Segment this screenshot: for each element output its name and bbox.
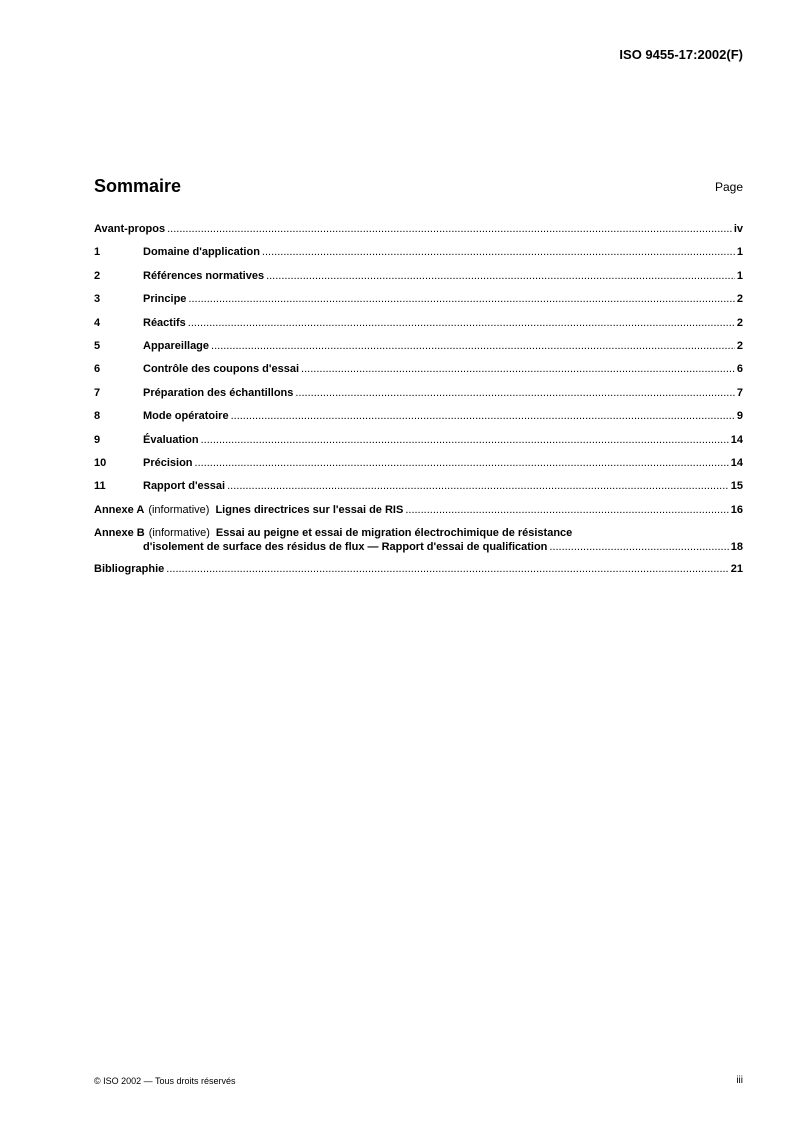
toc-entry-5[interactable] [94,340,743,363]
document-id: ISO 9455-17:2002(F) [619,47,743,62]
toc-entry-label: Contrôle des coupons d'essai [143,363,300,376]
toc-entry-label: Domaine d'application [143,246,260,259]
toc-entry-label: Avant-propos [94,223,166,235]
toc-entry-number: 8 [94,410,101,423]
page-column-label: Page [714,180,743,194]
toc-entry-page: 14 [730,456,743,469]
toc-entry-page: 2 [736,316,743,329]
dot-leader [295,387,735,399]
toc-entry-page: 15 [730,480,743,493]
toc-entry-label: Principe [143,293,187,306]
toc-entry-9[interactable] [94,434,743,457]
toc-entry-7[interactable] [94,387,743,410]
toc-entry-label: Préparation des échantillons [143,386,294,399]
toc-entry-label: Bibliographie [94,563,165,576]
dot-leader [231,410,735,422]
toc-entry-number: 9 [94,433,101,446]
annex-title: Lignes directrices sur l'essai de RIS [215,503,404,516]
toc-entry-page: 16 [730,503,743,516]
dot-leader [201,434,729,446]
toc-entry-label: Précision [143,456,193,469]
dot-leader [166,563,728,575]
toc-entry-number: 3 [94,293,101,306]
toc-entry-annex-b[interactable] [94,527,743,563]
dot-leader [266,270,735,282]
toc-entry-1[interactable] [94,246,743,269]
annex-informative-note: (informative) [148,503,210,516]
dot-leader [301,363,735,375]
table-of-contents [94,223,743,586]
toc-entry-6[interactable] [94,363,743,386]
toc-entry-number: 11 [94,480,106,493]
dot-leader [188,293,734,305]
toc-entry-page: 1 [736,269,743,282]
toc-entry-page: 2 [736,339,743,352]
toc-entry-10[interactable] [94,457,743,480]
toc-entry-page: 1 [736,246,743,259]
dot-leader [262,246,735,258]
toc-entry-11[interactable] [94,480,743,503]
copyright-notice: © ISO 2002 — Tous droits réservés [94,1076,236,1086]
annex-informative-note: (informative) [148,527,210,540]
annex-prefix: Annexe A [94,503,145,516]
toc-entry-label: Rapport d'essai [143,480,226,493]
toc-entry-page: 9 [736,410,743,423]
page-number: iii [736,1075,743,1086]
toc-entry-page: 18 [730,541,743,554]
toc-entry-number: 1 [94,246,101,259]
toc-entry-3[interactable] [94,293,743,316]
dot-leader [549,541,728,553]
dot-leader [167,223,732,235]
toc-entry-page: 2 [736,293,743,306]
annex-title-line-2: d'isolement de surface des résidus de flux — Rapport d'essai de qualification [143,541,548,554]
toc-entry-page: 6 [736,363,743,376]
toc-entry-page: iv [733,223,743,235]
toc-entry-number: 7 [94,386,101,399]
toc-entry-label: Mode opératoire [143,410,229,423]
toc-entry-8[interactable] [94,410,743,433]
dot-leader [227,480,729,492]
toc-entry-page: 21 [730,563,743,576]
dot-leader [188,317,735,329]
dot-leader [405,504,728,516]
annex-title-line-1: Essai au peigne et essai de migration électrochimique de résistance [215,527,573,540]
toc-entry-label: Références normatives [143,269,265,282]
annex-prefix: Annexe B [94,527,145,540]
toc-title: Sommaire [94,176,182,196]
toc-entry-page: 14 [730,433,743,446]
toc-entry-label: Réactifs [143,316,186,329]
toc-entry-bibliography[interactable] [94,563,743,586]
toc-entry-2[interactable] [94,270,743,293]
toc-entry-label: Appareillage [143,339,210,352]
toc-entry-number: 6 [94,363,101,376]
toc-entry-foreword[interactable] [94,223,743,246]
toc-entry-number: 5 [94,339,101,352]
dot-leader [211,340,735,352]
dot-leader [195,457,729,469]
toc-entry-4[interactable] [94,317,743,340]
toc-entry-number: 2 [94,269,101,282]
toc-entry-number: 10 [94,456,107,469]
toc-entry-number: 4 [94,316,101,329]
toc-entry-label: Évaluation [143,433,199,446]
toc-entry-page: 7 [736,386,743,399]
toc-entry-annex-a[interactable] [94,504,743,527]
